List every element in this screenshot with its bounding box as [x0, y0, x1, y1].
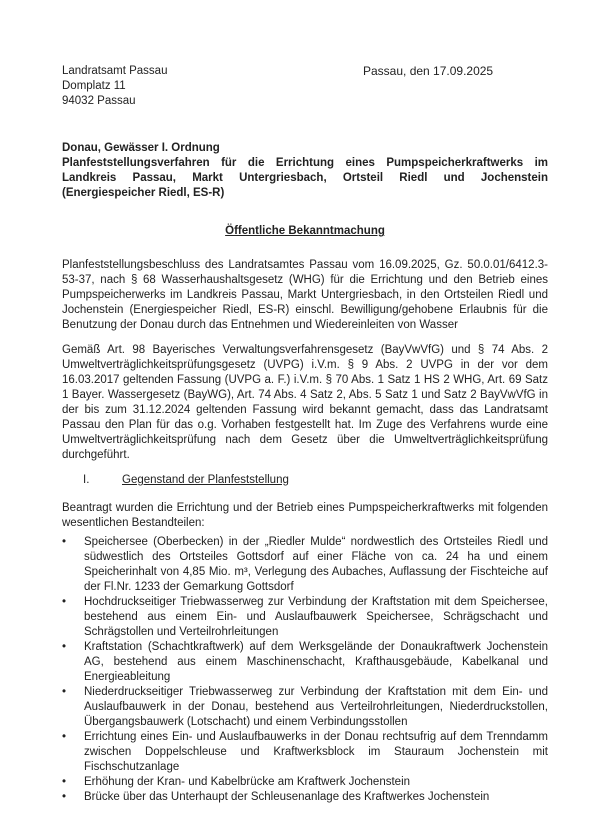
bullet-marker: •	[62, 731, 67, 743]
sender-street: Domplatz 11	[62, 80, 126, 92]
bullet-text: Hochdruckseitiger Triebwasserweg zur Verbindung der Kraftstation mit dem Speichersee, bestehend aus einem Ein- und Auslaufbauwerk Speichersee, Schrägschacht und Schrägstollen und Verteilrohrleitungen	[84, 596, 548, 638]
bullet-text: Erhöhung der Kran- und Kabelbrücke am Kraftwerk Jochenstein	[84, 776, 411, 788]
section-heading	[62, 473, 548, 488]
bullet-text: Niederdruckseitiger Triebwasserweg zur Verbindung der Kraftstation mit dem Ein- und Auslaufbauwerk in der Donau, bestehend aus Verteilrohrleitungen, Niederdruckstollen, Übergangsbauwerk (Lotschacht) und einem Verbindungsstollen	[84, 686, 548, 728]
paragraph-legal-basis: Gemäß Art. 98 Bayerisches Verwaltungsverfahrensgesetz (BayVwVfG) und § 74 Abs. 2 Umweltverträglichkeitsprüfungsgesetz (UVPG) i.V.m. § 9 Abs. 2 UVPG in der vor dem 16.03.2017 geltenden Fassung (UVPG a. F.) i.V.m. § 70 Abs. 1 Satz 1 HS 2 WHG, Art. 69 Satz 1 Bayer. Wassergesetz (BayWG), Art. 74 Abs. 4 Satz 2, Abs. 5 Satz 1 und Satz 2 BayVwVfG in der bis zum 31.12.2024 geltenden Fassung wird bekannt gemacht, dass das Landratsamt Passau den Plan für das o.g. Vorhaben festgestellt hat. Im Zuge des Verfahrens wurde eine Umweltverträglichkeitsprüfung nach dem Gesetz über die Umweltverträglichkeitsprüfung durchgeführt.	[62, 344, 548, 461]
intro-paragraph: Beantragt wurden die Errichtung und der Betrieb eines Pumpspeicherkraftwerks mit folgenden wesentlichen Bestandteilen:	[62, 502, 548, 529]
bullet-item	[62, 595, 548, 640]
subject-block	[62, 141, 548, 201]
bullet-text: Speichersee (Oberbecken) in der „Riedler Mulde“ nordwestlich des Ortsteiles Riedl und südwestlich des Ortsteiles Gottsdorf auf einer Fläche von ca. 24 ha und einem Speicherinhalt von 4,85 Mio. m³, Verlegung des Aubaches, Auflassung der Fischteiche auf der Fl.Nr. 1233 der Gemarkung Gottsdorf	[84, 536, 548, 593]
paragraph-decision: Planfeststellungsbeschluss des Landratsamtes Passau vom 16.09.2025, Gz. 50.0.01/6412.3-53-37, nach § 68 Wasserhaushaltsgesetz (WHG) für die Errichtung und den Betrieb eines Pumpspeicherwerks im Landkreis Passau, Markt Untergriesbach, in den Ortsteilen Riedl und Jochenstein (Energiespeicher Riedl, ES-R) einschl. Bewilligung/gehobene Erlaubnis für die Benutzung der Donau durch das Entnehmen und Wiedereinleiten von Wasser	[62, 259, 548, 331]
bullet-marker: •	[62, 791, 67, 803]
notice-title-text: Öffentliche Bekanntmachung	[225, 225, 385, 237]
letter-header	[62, 64, 548, 109]
bullet-marker: •	[62, 596, 67, 608]
bullet-item	[62, 775, 548, 790]
date-line: Passau, den 17.09.2025	[363, 64, 494, 78]
notice-title	[62, 224, 548, 239]
bullet-marker: •	[62, 776, 67, 788]
bullet-text: Brücke über das Unterhaupt der Schleusenanlage des Kraftwerkes Jochenstein	[84, 791, 490, 803]
subject-watercourse: Donau, Gewässer I. Ordnung	[62, 142, 220, 154]
bullet-item	[62, 535, 548, 595]
section-number: I.	[83, 474, 90, 486]
bullet-item	[62, 790, 548, 805]
bullet-text: Kraftstation (Schachtkraftwerk) auf dem Werksgelände der Donaukraftwerk Jochenstein AG, bestehend aus einem Maschinenschacht, Krafthausgebäude, Kabelkanal und Energieableitung	[84, 641, 548, 683]
bullet-text: Errichtung eines Ein- und Auslaufbauwerks in der Donau rechtsufrig auf dem Trenndamm zwischen Doppelschleuse und Kraftwerksblock im Stauraum Jochenstein mit Fischschutzanlage	[84, 731, 548, 773]
bullet-marker: •	[62, 641, 67, 653]
bullet-item	[62, 640, 548, 685]
bullet-marker: •	[62, 686, 67, 698]
sender-name: Landratsamt Passau	[62, 65, 168, 77]
bullet-item	[62, 730, 548, 775]
section-heading-text: Gegenstand der Planfeststellung	[122, 474, 289, 486]
bullet-item	[62, 685, 548, 730]
sender-city: 94032 Passau	[62, 95, 136, 107]
subject-title: Planfeststellungsverfahren für die Errichtung eines Pumpspeicherkraftwerks im Landkreis Passau, Markt Untergriesbach, Ortsteil Riedl und Jochenstein (Energiespeicher Riedl, ES-R)	[62, 157, 548, 199]
bullet-list	[62, 535, 548, 805]
bullet-marker: •	[62, 536, 67, 548]
